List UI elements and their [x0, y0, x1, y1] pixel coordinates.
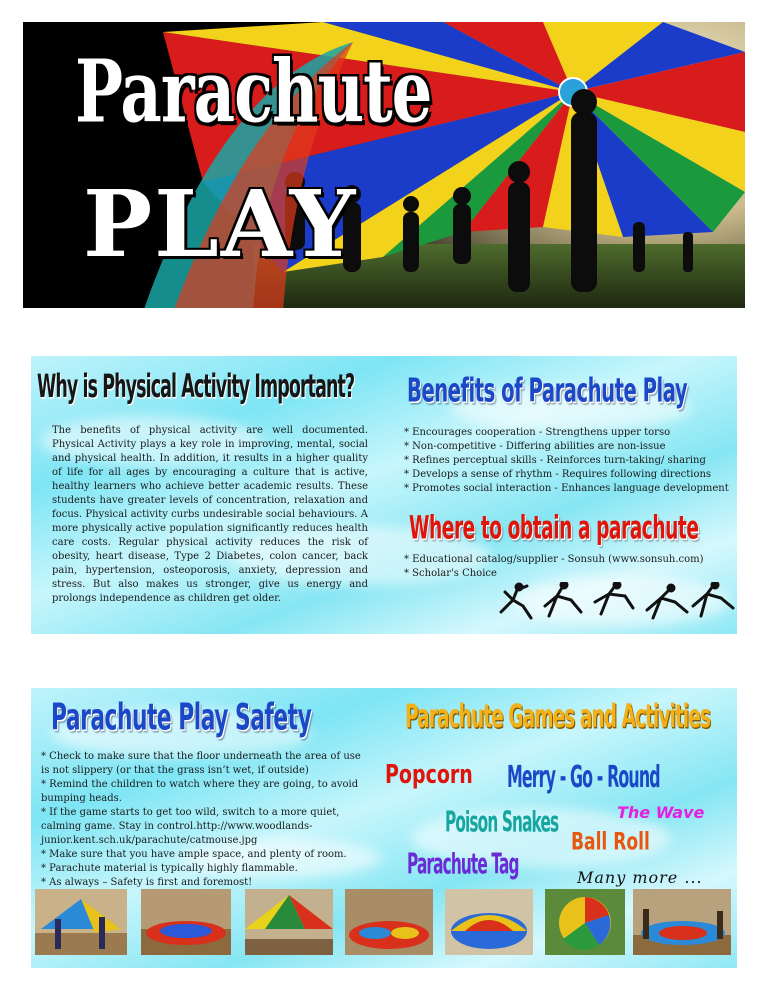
- activity-photo: [633, 889, 731, 955]
- benefits-list: [404, 426, 729, 496]
- benefits-heading: Benefits of Parachute Play: [407, 370, 688, 410]
- game-merry-go-round: Merry - Go - Round: [507, 760, 660, 796]
- game-poison-snakes: Poison Snakes: [445, 806, 559, 840]
- safety-item: * Make sure that you have ample space, and plenty of room.: [41, 849, 347, 860]
- safety-item: * Parachute material is typically highly flammable.: [41, 863, 298, 874]
- obtain-list: [404, 553, 704, 581]
- activity-photo: [445, 889, 533, 955]
- game-the-wave: The Wave: [617, 803, 705, 822]
- safety-heading: Parachute Play Safety: [51, 698, 312, 740]
- safety-list: [41, 750, 371, 890]
- obtain-item: * Educational catalog/supplier - Sonsuh (www.sonsuh.com): [404, 554, 704, 565]
- benefit-item: * Develops a sense of rhythm - Requires following directions: [404, 469, 712, 480]
- game-ball-roll: Ball Roll: [571, 828, 650, 857]
- title-parachute: Parachute: [75, 42, 432, 144]
- activity-photo: [245, 889, 333, 955]
- benefit-item: * Non-competitive - Differing abilities are non-issue: [404, 441, 666, 452]
- games-heading: Parachute Games and Activities: [405, 698, 710, 736]
- title-play: PLAY: [83, 170, 358, 278]
- game-parachute-tag: Parachute Tag: [407, 848, 519, 882]
- info-panel-bottom: [31, 688, 737, 968]
- activity-photo: [345, 889, 433, 955]
- game-popcorn: Popcorn: [385, 760, 473, 790]
- activity-photo: [545, 889, 625, 955]
- safety-item: * If the game starts to get too wild, switch to a more quiet, calming game. Stay in control.http://www.woodlands-junior.kent.sch.uk/parachute/catmouse.jpg: [41, 807, 340, 846]
- benefit-item: * Refines perceptual skills - Reinforces turn-taking/ sharing: [404, 455, 706, 466]
- safety-item: * Remind the children to watch where they are going, to avoid bumping heads.: [41, 779, 359, 804]
- activity-photo: [141, 889, 231, 955]
- dancers-illustration: [497, 582, 737, 624]
- benefit-item: * Promotes social interaction - Enhances language development: [404, 483, 729, 494]
- header-banner: [23, 22, 745, 308]
- safety-item: * Check to make sure that the floor underneath the area of use is not slippery (or that the grass isn’t wet, if outside): [41, 751, 361, 776]
- game-many-more: Many more ...: [577, 868, 703, 887]
- physical-activity-heading: Why is Physical Activity Important?: [37, 368, 355, 406]
- obtain-heading: Where to obtain a parachute: [409, 508, 699, 547]
- benefit-item: * Encourages cooperation - Strengthens upper torso: [404, 427, 671, 438]
- safety-item: * As always – Safety is first and foremost!: [41, 877, 253, 888]
- activity-photo: [35, 889, 127, 955]
- info-panel-top: [31, 356, 737, 634]
- physical-activity-body: The benefits of physical activity are well documented. Physical Activity plays a key role in improving, mental, social and physical health. In addition, it results in a higher quality of life for all ages by encouraging a culture that is active, healthy learners who achieve better academic results. These students have greater levels of concentration, relaxation and focus. Physical activity curbs undesirable social behaviours. A more physically active population significantly reduces health care costs. Regular physical activity reduces the risk of obesity, heart disease, Type 2 Diabetes, colon cancer, back pain, hypertension, osteoporosis, anxiety, depression and stress. But also makes us stronger, give us energy and prolongs independence as children get older.: [52, 425, 368, 604]
- obtain-item: * Scholar's Choice: [404, 568, 497, 579]
